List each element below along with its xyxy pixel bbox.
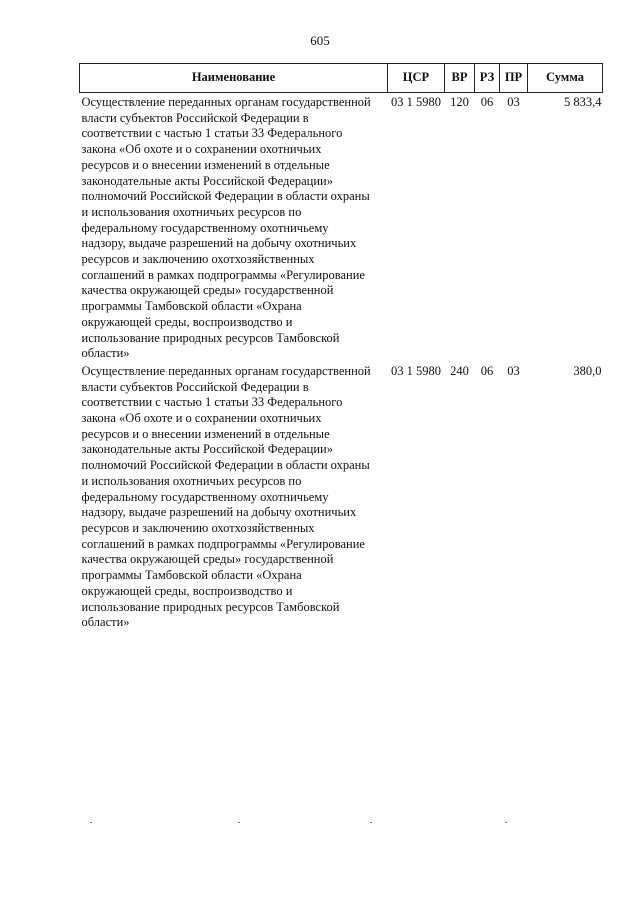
header-pr: ПР (500, 64, 528, 93)
page-number: 605 (310, 33, 330, 48)
name-line: ресурсов и о внесении изменений в отдельные (81, 157, 330, 172)
row-pr: 03 (507, 363, 520, 378)
name-line: Осуществление переданных органам государственной (81, 363, 371, 378)
row-vr: 240 (450, 363, 469, 378)
name-line: окружающей среды, воспроизводство и (81, 314, 293, 329)
scan-speck (238, 822, 240, 823)
scan-speck (370, 822, 372, 823)
name-line: использование природных ресурсов Тамбовской (81, 330, 340, 345)
name-line: федеральному государственному охотничьему (81, 489, 329, 504)
name-line: соответствии с частью 1 статьи 33 Федерального (81, 395, 343, 410)
row-rz: 06 (480, 363, 494, 378)
name-line: программы Тамбовской области «Охрана (81, 299, 302, 314)
row-csr: 03 1 5980 (391, 363, 441, 378)
header-sum: Сумма (528, 64, 603, 93)
name-line: полномочий Российской Федерации в области охраны (81, 458, 370, 473)
name-line: власти субъектов Российской Федерации в (81, 110, 309, 125)
name-line: закона «Об охоте и о сохранении охотничьих (81, 411, 322, 426)
name-line: Осуществление переданных органам государственной (81, 95, 371, 109)
header-rz: РЗ (475, 64, 500, 93)
name-line: надзору, выдаче разрешений на добычу охотничьих (81, 505, 357, 520)
row-vr: 120 (450, 95, 469, 109)
name-line: соглашений в рамках подпрограммы «Регулирование (81, 267, 365, 282)
name-line: законодательные акты Российской Федерации» (81, 173, 334, 188)
name-line: качества окружающей среды» государственной (81, 552, 334, 567)
table-body (80, 93, 603, 631)
row-name (80, 362, 388, 631)
name-line: власти субъектов Российской Федерации в (81, 379, 309, 394)
scan-speck (90, 822, 92, 823)
budget-table (79, 63, 603, 631)
name-line: ресурсов и о внесении изменений в отдельные (81, 426, 330, 441)
name-line: федеральному государственному охотничьему (81, 220, 329, 235)
name-line: соответствии с частью 1 статьи 33 Федерального (81, 126, 343, 141)
name-line: программы Тамбовской области «Охрана (81, 568, 302, 583)
row-pr: 03 (507, 95, 520, 109)
header-row (80, 64, 603, 93)
name-line: соглашений в рамках подпрограммы «Регулирование (81, 536, 365, 551)
row-sum: 5 833,4 (564, 95, 602, 109)
header-name: Наименование (80, 64, 388, 93)
name-line: законодательные акты Российской Федерации» (81, 442, 334, 457)
name-line: ресурсов и заключению охотхозяйственных (81, 520, 315, 535)
name-line: области» (81, 346, 130, 361)
name-line: и использования охотничьих ресурсов по (81, 473, 302, 488)
scan-speck (505, 822, 507, 823)
table-header (80, 64, 603, 93)
row-sum: 380,0 (573, 363, 602, 378)
table-row (80, 93, 603, 362)
row-csr: 03 1 5980 (391, 95, 441, 109)
row-rz: 06 (480, 95, 494, 109)
name-line: качества окружающей среды» государственной (81, 283, 334, 298)
row-name (80, 93, 388, 362)
name-line: надзору, выдаче разрешений на добычу охотничьих (81, 236, 357, 251)
header-csr: ЦСР (388, 64, 445, 93)
name-line: окружающей среды, воспроизводство и (81, 583, 293, 598)
table-row (80, 362, 603, 631)
header-vr: ВР (445, 64, 475, 93)
name-line: области» (81, 615, 130, 630)
name-line: закона «Об охоте и о сохранении охотничьих (81, 142, 322, 157)
name-line: использование природных ресурсов Тамбовской (81, 599, 340, 614)
name-line: ресурсов и заключению охотхозяйственных (81, 252, 315, 267)
name-line: полномочий Российской Федерации в области охраны (81, 189, 370, 204)
name-line: и использования охотничьих ресурсов по (81, 204, 302, 219)
